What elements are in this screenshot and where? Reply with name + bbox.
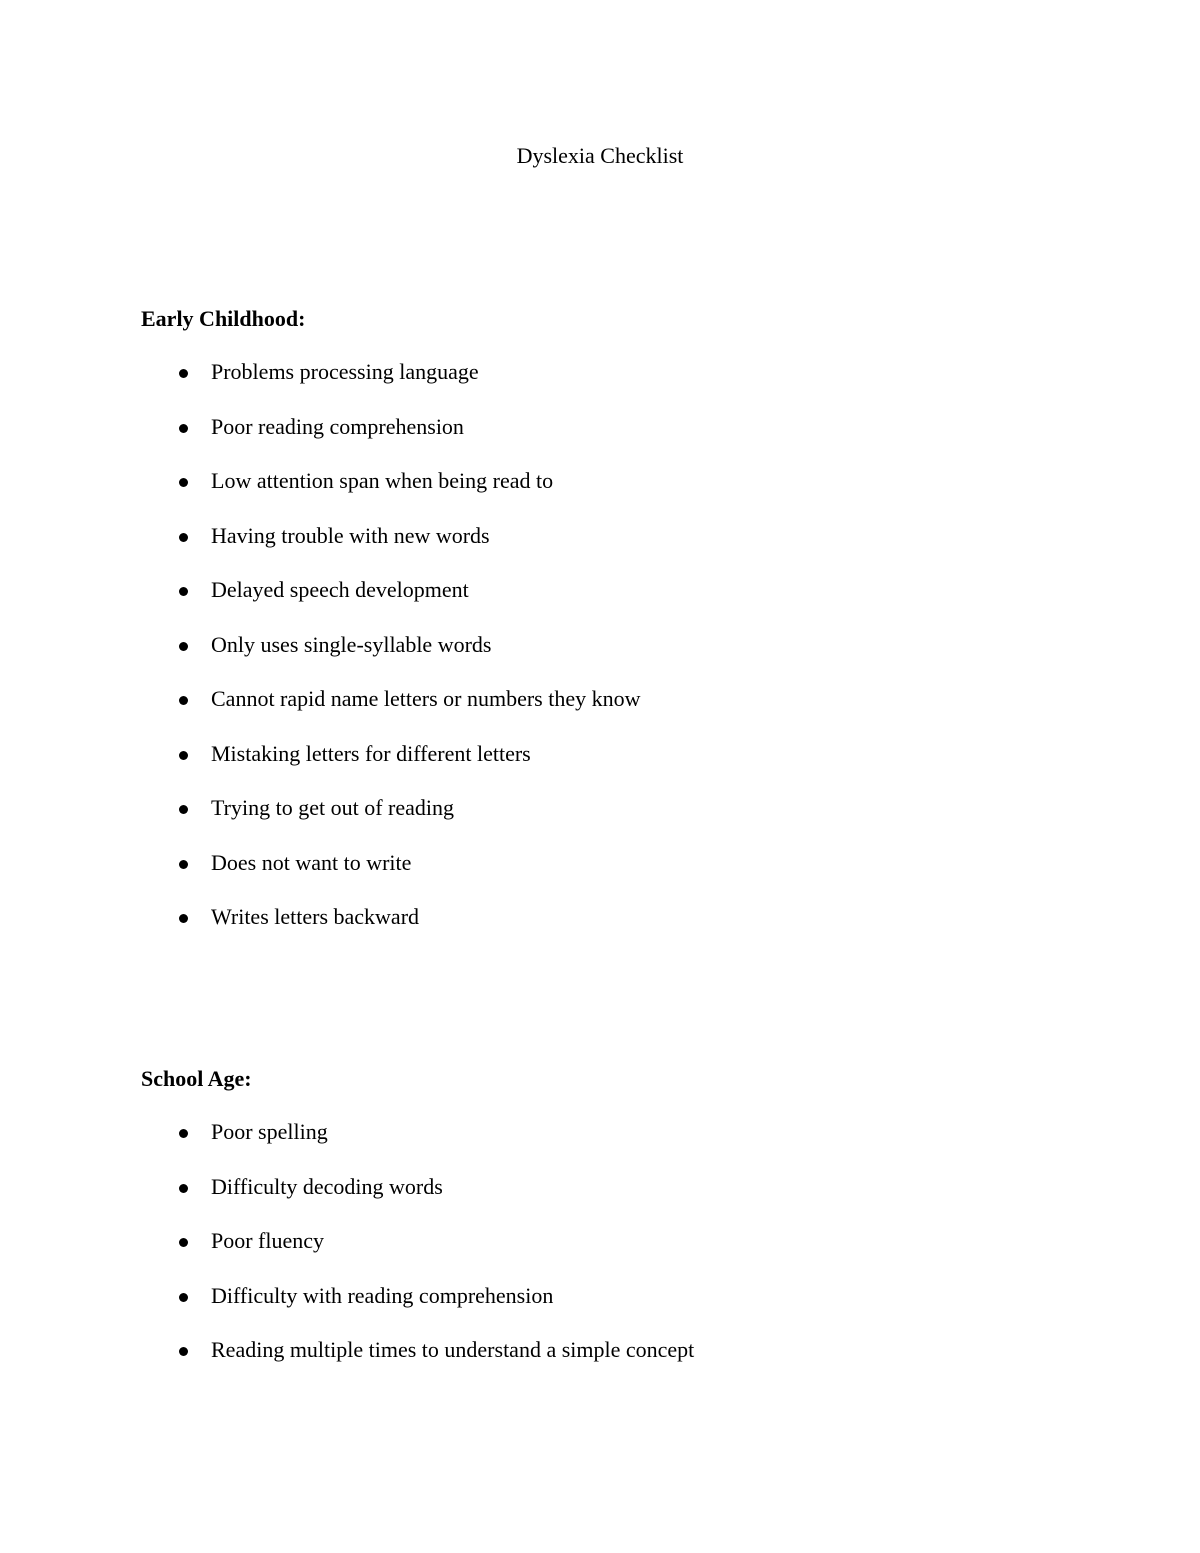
list-item	[141, 1171, 1041, 1226]
bullet-icon	[179, 696, 188, 705]
list-item-text: Having trouble with new words	[211, 522, 490, 548]
bullet-icon	[179, 751, 188, 760]
list-item	[141, 683, 1041, 738]
bullet-icon	[179, 478, 188, 487]
bullet-icon	[179, 642, 188, 651]
bullet-icon	[179, 1238, 188, 1247]
list-item	[141, 738, 1041, 793]
list-item-text: Low attention span when being read to	[211, 468, 554, 493]
bullet-icon	[179, 1184, 188, 1193]
list-item-text: Does not want to write	[211, 849, 412, 875]
list-item-text: Mistaking letters for different letters	[211, 740, 531, 766]
bullet-icon	[179, 914, 188, 923]
section-early-childhood	[141, 303, 1041, 956]
list-item-text: Problems processing language	[211, 359, 479, 384]
list-item	[141, 411, 1041, 466]
list-item	[141, 792, 1041, 847]
list-item	[141, 465, 1041, 520]
list-item	[141, 629, 1041, 684]
list-item	[141, 356, 1041, 411]
bullet-icon	[179, 533, 188, 542]
bullet-list	[141, 356, 1041, 956]
list-item-text: Difficulty with reading comprehension	[211, 1282, 554, 1308]
section-heading: Early Childhood:	[141, 306, 306, 331]
bullet-icon	[179, 1347, 188, 1356]
list-item	[141, 1280, 1041, 1335]
list-item-text: Poor reading comprehension	[211, 413, 464, 439]
list-item-text: Trying to get out of reading	[211, 795, 454, 820]
list-item-text: Writes letters backward	[211, 904, 420, 929]
list-item-text: Delayed speech development	[211, 577, 469, 602]
list-item-text: Poor fluency	[211, 1228, 325, 1253]
bullet-icon	[179, 424, 188, 433]
list-item	[141, 1334, 1041, 1389]
list-item	[141, 1116, 1041, 1171]
list-item	[141, 847, 1041, 902]
bullet-icon	[179, 1293, 188, 1302]
list-item-text: Cannot rapid name letters or numbers they know	[211, 686, 641, 711]
bullet-list	[141, 1116, 1041, 1389]
list-item-text: Poor spelling	[211, 1119, 328, 1144]
list-item-text: Only uses single-syllable words	[211, 631, 492, 657]
list-item	[141, 520, 1041, 575]
list-item-text: Difficulty decoding words	[211, 1173, 443, 1199]
bullet-icon	[179, 369, 188, 378]
list-item	[141, 901, 1041, 956]
list-item	[141, 1225, 1041, 1280]
bullet-icon	[179, 587, 188, 596]
list-item-text: Reading multiple times to understand a simple concept	[211, 1337, 695, 1362]
list-item	[141, 574, 1041, 629]
section-heading: School Age:	[141, 1066, 252, 1091]
bullet-icon	[179, 860, 188, 869]
bullet-icon	[179, 1129, 188, 1138]
document-title: Dyslexia Checklist	[516, 143, 684, 168]
bullet-icon	[179, 805, 188, 814]
section-school-age	[141, 1063, 1041, 1389]
